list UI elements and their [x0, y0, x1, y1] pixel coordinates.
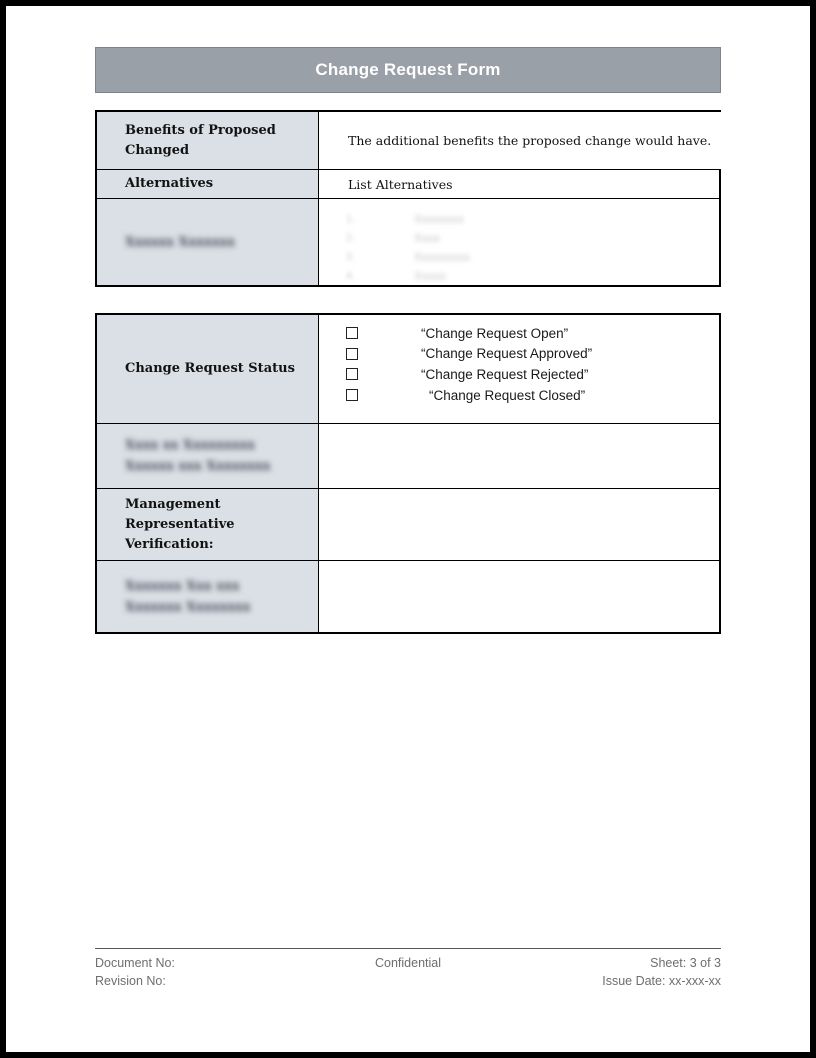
management-label: Management Representative Verification: [125, 496, 235, 552]
status-option-approved[interactable] [346, 344, 592, 365]
redacted-list-text: Xxxxx [414, 268, 447, 283]
management-value-cell[interactable] [319, 489, 719, 560]
management-label-cell [97, 489, 319, 560]
details-table [95, 110, 721, 287]
benefits-label: Benefits of Proposed Changed [125, 122, 276, 158]
status-option-label: “Change Request Rejected” [421, 366, 589, 382]
redacted-list-text: Xxxxxxxx [414, 211, 465, 226]
checkbox-icon[interactable] [346, 368, 358, 380]
alternatives-value: List Alternatives [348, 176, 453, 192]
footer-center [295, 954, 521, 990]
form-title-bar [95, 47, 721, 93]
table-row-redacted [97, 198, 719, 285]
alternatives-label: Alternatives [125, 176, 214, 191]
redacted-label-cell [97, 199, 319, 285]
redacted-line: Xxxxxxx Xxx xxx [125, 578, 240, 594]
redacted-b-label-blurred [125, 576, 250, 618]
form-title: Change Request Form [315, 60, 501, 79]
status-option-label: “Change Request Open” [421, 325, 569, 341]
table-row-management [97, 488, 719, 560]
redacted-list-item [319, 209, 464, 228]
status-table [95, 313, 721, 634]
redacted-list-marker: 1. [346, 212, 356, 225]
redacted-line: Xxxxxx xxx Xxxxxxxx [125, 459, 271, 474]
redacted-a-value-cell[interactable] [319, 424, 719, 488]
status-option-rejected[interactable] [346, 364, 588, 385]
status-label: Change Request Status [125, 361, 295, 376]
redacted-b-label-cell [97, 561, 319, 632]
revision-no-label: Revision No: [95, 974, 166, 988]
status-option-label: “Change Request Approved” [421, 346, 593, 362]
redacted-label-blurred: Xxxxxx Xxxxxxx [125, 234, 235, 250]
checkbox-icon[interactable] [346, 327, 358, 339]
redacted-line: Xxxx xx Xxxxxxxxx [125, 438, 255, 453]
redacted-list-item [319, 266, 446, 285]
status-label-cell [97, 315, 319, 423]
table-row-status [97, 315, 719, 423]
redacted-list-text: Xxxxxxxxx [414, 249, 471, 264]
checkbox-icon[interactable] [346, 389, 358, 401]
page-footer [95, 948, 721, 990]
status-option-open[interactable] [346, 323, 568, 344]
table-row-alternatives [97, 169, 719, 198]
alternatives-value-cell[interactable] [319, 170, 719, 198]
redacted-list-marker: 3. [346, 250, 356, 263]
document-no-label: Document No: [95, 956, 175, 970]
confidential-label: Confidential [374, 956, 441, 970]
status-option-label: “Change Request Closed” [429, 387, 586, 403]
table-row-redacted-b [97, 560, 719, 632]
redacted-a-label-cell [97, 424, 319, 488]
benefits-value: The additional benefits the proposed change would have. [348, 133, 712, 148]
redacted-items-cell[interactable] [319, 199, 719, 285]
redacted-list-item [319, 247, 470, 266]
redacted-b-value-cell[interactable] [319, 561, 719, 632]
sheet-number: Sheet: 3 of 3 [650, 956, 721, 970]
status-option-closed[interactable] [346, 385, 585, 406]
benefits-label-cell [97, 112, 319, 169]
redacted-a-label-blurred [125, 435, 270, 477]
redacted-list-marker: 2. [346, 231, 356, 244]
redacted-list-text: Xxxx [414, 230, 441, 245]
alternatives-label-cell [97, 170, 319, 198]
redacted-list-marker: 4. [346, 269, 356, 282]
redacted-list-item [319, 228, 440, 247]
redacted-line: Xxxxxxx Xxxxxxxx [125, 599, 251, 615]
table-row-redacted-a [97, 423, 719, 488]
footer-right [521, 954, 721, 990]
checkbox-icon[interactable] [346, 348, 358, 360]
issue-date: Issue Date: xx-xxx-xx [602, 974, 721, 988]
status-options-cell [319, 315, 719, 423]
benefits-value-cell[interactable] [319, 112, 721, 169]
footer-left [95, 954, 295, 990]
table-row-benefits [97, 112, 719, 169]
